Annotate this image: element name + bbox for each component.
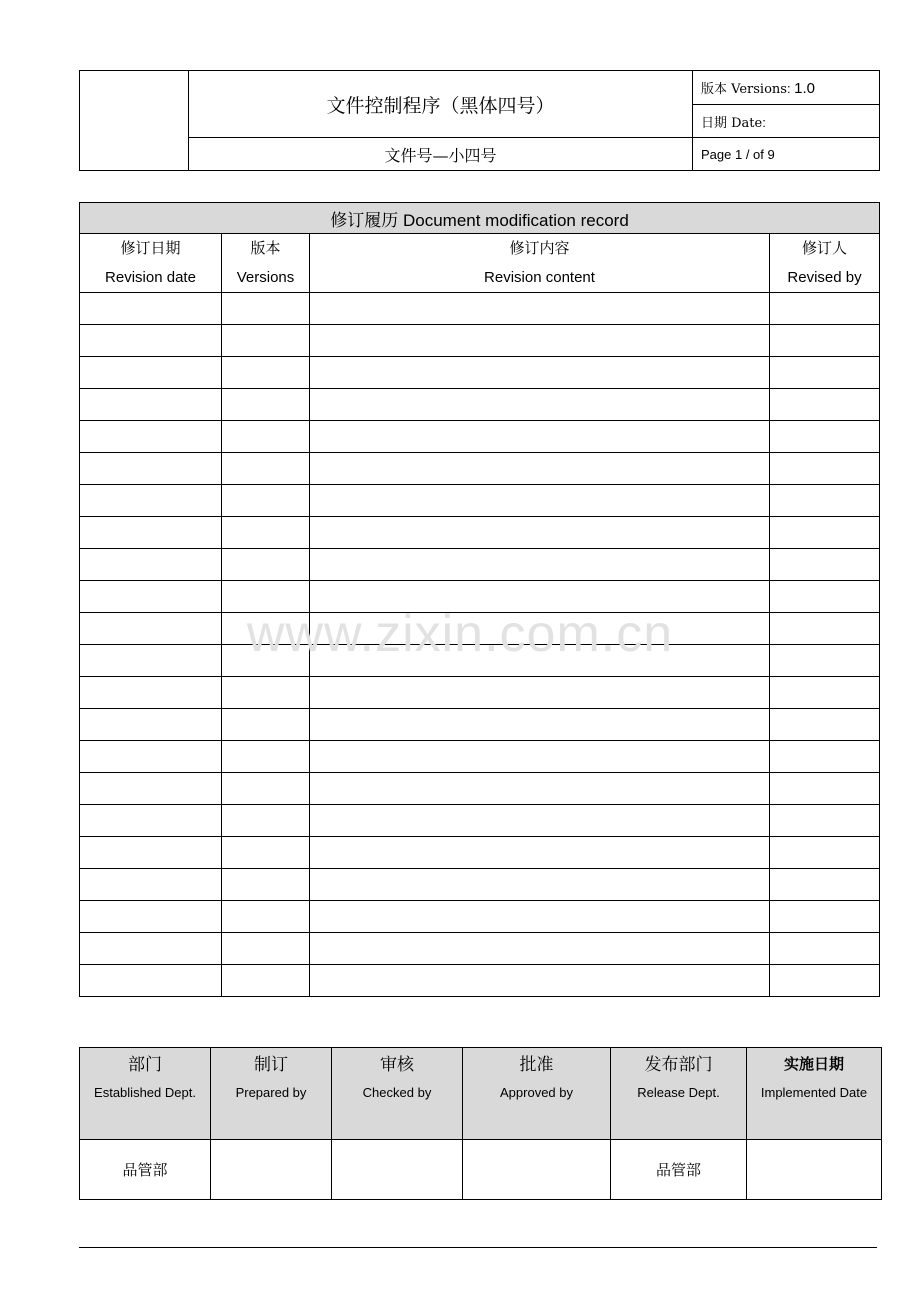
signoff-label-en: Prepared by [235, 1085, 307, 1100]
table-cell [80, 453, 222, 485]
table-cell [80, 293, 222, 325]
signoff-label-en: Implemented Date [760, 1085, 868, 1100]
date-label: 日期 Date [701, 115, 763, 131]
signoff-col-dept [80, 1048, 211, 1140]
table-row [80, 965, 880, 997]
table-cell [310, 453, 770, 485]
table-cell [310, 645, 770, 677]
table-row [80, 869, 880, 901]
table-cell [80, 741, 222, 773]
table-cell [770, 645, 880, 677]
logo-cell [80, 71, 189, 171]
table-cell [310, 965, 770, 997]
table-cell [222, 293, 310, 325]
col-label-cn: 版本 [250, 239, 281, 257]
signoff-label-cn: 发布部门 [644, 1055, 713, 1074]
signoff-label-en: Established Dept. [94, 1085, 196, 1100]
signoff-value-approved [463, 1140, 611, 1200]
table-cell [310, 549, 770, 581]
signoff-label-cn: 审核 [380, 1055, 414, 1074]
table-cell [770, 965, 880, 997]
signoff-col-checked [332, 1048, 463, 1140]
table-row [80, 613, 880, 645]
signoff-value-prepared [211, 1140, 332, 1200]
document-number: 文件号—小四号 [189, 138, 693, 171]
revision-title: 修订履历 Document modification record [80, 203, 880, 234]
signoff-header-row [80, 1048, 882, 1140]
table-cell [80, 517, 222, 549]
table-cell [770, 293, 880, 325]
table-cell [770, 773, 880, 805]
signoff-table [79, 1047, 882, 1200]
table-row [80, 325, 880, 357]
signoff-label-cn: 制订 [254, 1055, 288, 1074]
table-cell [310, 869, 770, 901]
table-cell [80, 869, 222, 901]
col-versions [222, 234, 310, 293]
table-cell [80, 389, 222, 421]
table-cell [80, 581, 222, 613]
table-cell [770, 389, 880, 421]
table-cell [80, 645, 222, 677]
table-cell [310, 773, 770, 805]
col-label-cn: 修订日期 [120, 239, 181, 257]
table-row [80, 837, 880, 869]
table-cell [310, 325, 770, 357]
table-row [80, 741, 880, 773]
table-cell [770, 677, 880, 709]
table-cell [310, 901, 770, 933]
table-cell [310, 709, 770, 741]
table-cell [310, 581, 770, 613]
table-cell [770, 869, 880, 901]
table-row [80, 805, 880, 837]
version-label: 版本 Versions [701, 82, 787, 97]
table-cell [80, 485, 222, 517]
version-cell: 版本 Versions: 1.0 [693, 71, 880, 105]
signoff-value-implemented [747, 1140, 882, 1200]
col-label-en: Revision date [105, 269, 196, 286]
table-row [80, 421, 880, 453]
table-cell [222, 485, 310, 517]
table-row [80, 933, 880, 965]
table-cell [310, 421, 770, 453]
table-cell [222, 325, 310, 357]
table-cell [222, 581, 310, 613]
table-cell [222, 901, 310, 933]
table-cell [80, 549, 222, 581]
table-cell [222, 517, 310, 549]
watermark: www.zixin.com.cn [246, 605, 674, 663]
signoff-col-implemented [747, 1048, 882, 1140]
table-row [80, 293, 880, 325]
table-cell [80, 325, 222, 357]
table-row [80, 549, 880, 581]
table-row [80, 581, 880, 613]
table-cell [310, 805, 770, 837]
table-cell [770, 325, 880, 357]
signoff-label-cn: 批准 [519, 1055, 554, 1074]
table-cell [222, 357, 310, 389]
table-cell [80, 933, 222, 965]
table-cell [310, 293, 770, 325]
table-cell [770, 837, 880, 869]
version-value: 1.0 [794, 80, 816, 97]
table-cell [80, 677, 222, 709]
table-row [80, 645, 880, 677]
table-row [80, 485, 880, 517]
table-cell [770, 581, 880, 613]
signoff-value-checked [332, 1140, 463, 1200]
signoff-label-cn: 部门 [128, 1055, 162, 1074]
table-row [80, 453, 880, 485]
signoff-label-cn: 实施日期 [783, 1056, 844, 1073]
signoff-col-release [611, 1048, 747, 1140]
document-title: 文件控制程序（黑体四号） [189, 71, 693, 138]
table-cell [80, 965, 222, 997]
table-cell [222, 965, 310, 997]
signoff-value-release: 品管部 [611, 1140, 747, 1200]
table-cell [222, 709, 310, 741]
table-cell [310, 933, 770, 965]
table-row [80, 389, 880, 421]
signoff-label-en: Checked by [362, 1085, 432, 1100]
table-cell [310, 517, 770, 549]
col-label-cn: 修订人 [802, 239, 848, 257]
table-cell [80, 837, 222, 869]
table-cell [770, 357, 880, 389]
table-cell [770, 549, 880, 581]
col-label-en: Revised by [787, 269, 862, 286]
table-cell [222, 389, 310, 421]
revision-header-row [80, 234, 880, 293]
table-cell [222, 933, 310, 965]
document-header [79, 70, 880, 171]
table-cell [310, 357, 770, 389]
table-cell [80, 805, 222, 837]
table-cell [80, 773, 222, 805]
revision-history-table [79, 202, 880, 997]
signoff-value-row [80, 1140, 882, 1200]
table-cell [770, 741, 880, 773]
revision-title-row [80, 203, 880, 234]
table-cell [770, 421, 880, 453]
signoff-value-dept: 品管部 [80, 1140, 211, 1200]
col-revision-content [310, 234, 770, 293]
col-label-en: Versions [236, 269, 295, 286]
signoff-label-en: Approved by [500, 1085, 573, 1100]
table-cell [770, 613, 880, 645]
signoff-col-approved [463, 1048, 611, 1140]
table-row [80, 677, 880, 709]
table-cell [80, 901, 222, 933]
table-cell [770, 709, 880, 741]
table-cell [310, 677, 770, 709]
table-cell [770, 453, 880, 485]
col-label-cn: 修订内容 [509, 239, 570, 257]
table-cell [310, 741, 770, 773]
footer-rule [79, 1247, 877, 1248]
page-number: Page 1 / of 9 [693, 138, 880, 171]
signoff-col-prepared [211, 1048, 332, 1140]
table-cell [770, 933, 880, 965]
table-cell [222, 677, 310, 709]
table-cell [310, 485, 770, 517]
table-cell [770, 805, 880, 837]
signoff-label-en: Release Dept. [637, 1085, 720, 1100]
table-cell [222, 613, 310, 645]
table-cell [222, 837, 310, 869]
table-cell [310, 389, 770, 421]
table-row [80, 709, 880, 741]
table-cell [222, 645, 310, 677]
table-cell [222, 421, 310, 453]
table-row [80, 773, 880, 805]
table-cell [222, 805, 310, 837]
table-cell [310, 613, 770, 645]
col-label-en: Revision content [484, 269, 595, 286]
table-cell [770, 901, 880, 933]
table-row [80, 901, 880, 933]
table-cell [80, 357, 222, 389]
table-cell [80, 613, 222, 645]
table-cell [222, 869, 310, 901]
table-cell [222, 773, 310, 805]
col-revised-by [770, 234, 880, 293]
table-cell [310, 837, 770, 869]
table-cell [222, 741, 310, 773]
table-cell [222, 453, 310, 485]
table-row [80, 517, 880, 549]
table-cell [80, 421, 222, 453]
table-cell [770, 517, 880, 549]
table-row [80, 357, 880, 389]
date-cell: 日期 Date: [693, 105, 880, 138]
table-cell [222, 549, 310, 581]
table-cell [80, 709, 222, 741]
table-cell [770, 485, 880, 517]
col-revision-date [80, 234, 222, 293]
